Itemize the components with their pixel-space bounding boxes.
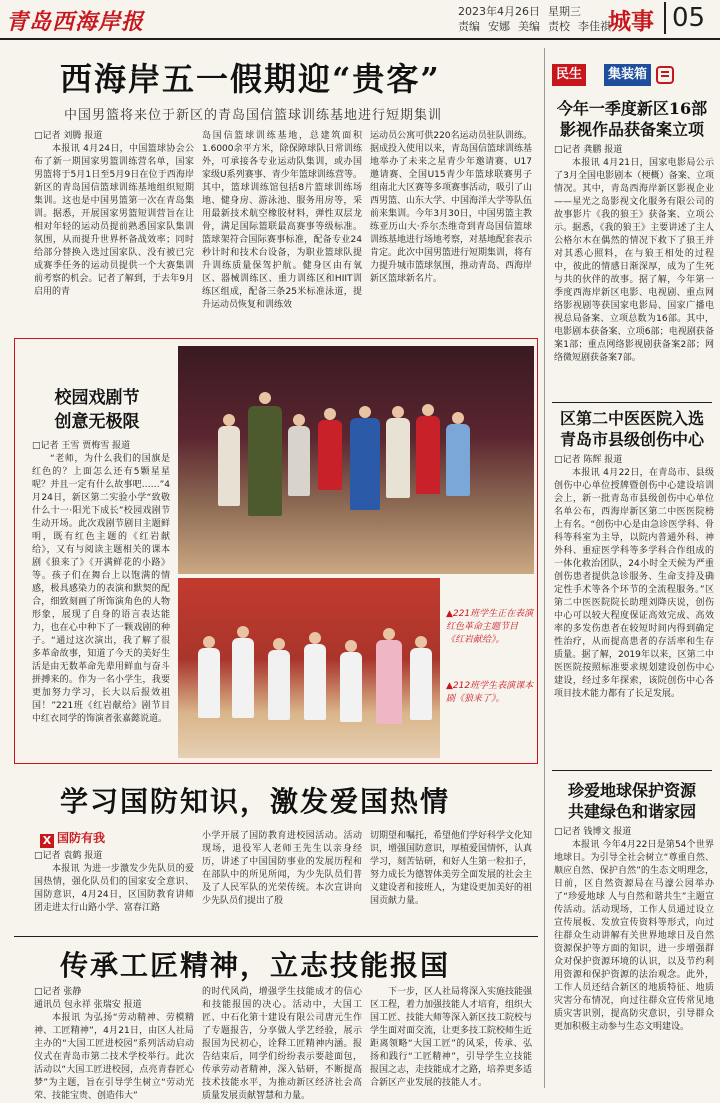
craft-text-3: 下一步，区人社局将深入实施技能强区工程，着力加强技能人才培育，组织大国工匠、技能大师等深入新区技工院校与学生面对面交流，让更多技工院校师生近距离领略“大国工匠”的风采，传承、弘扬和践行“工匠精神”，引导学生立技能报国之志，走技能成才之路，培养更多适合新区产业发展的技能人才。 bbox=[370, 987, 533, 1088]
craft-headline: 传承工匠精神，立志技能报国 bbox=[60, 949, 451, 982]
defense-column-1 bbox=[34, 850, 194, 930]
film-title bbox=[552, 98, 712, 140]
drama-text-block bbox=[32, 440, 170, 758]
main-text-1: 本报讯 4月24日，中国篮球协会公布了新一期国家男篮训练营名单，国家男篮将于5月1日至5月9日在位于西海岸新区的青岛国信篮球训练基地组织短期集训。这也是中国男篮第一次在青岛集训。据悉，开展国家男篮短训营旨在让相对年轻的运动员提前熟悉国家队集训氛围，从而提升世界杯备战效率；同时给部分替换入选过国家队、没有被已完成赛季任务的运动员提供一个大赛集训前考察的机会。记者了解到，于去年9月启用的青 bbox=[34, 144, 194, 297]
hospital-text-block bbox=[554, 454, 714, 764]
right-rule-2 bbox=[552, 770, 712, 771]
earth-text-block bbox=[554, 826, 714, 1090]
drama-title-line1: 校园戏剧节 bbox=[54, 388, 140, 408]
defense-text-3: 切期望和嘱托，希望他们学好科学文化知识，增强国防意识，厚植爱国情怀，认真学习，刻苦钻研，和好人生第一粒扣子，努力成长为德智体美劳全面发展的社会主义建设者和接班人，为建设更加美好的祖国贡献力量。 bbox=[370, 831, 533, 906]
newspaper-logo: 青岛西海岸报 bbox=[6, 9, 145, 35]
hospital-title bbox=[552, 408, 712, 450]
editor-name: 安娜 bbox=[488, 20, 510, 33]
earth-title bbox=[552, 780, 712, 822]
defense-text-1: 本报讯 为进一步激发少先队员的爱国热情，强化队员们的国家安全意识、国防意识，4月24日，区国防教育讲师团走进太行山路小学、富春江路 bbox=[34, 864, 194, 913]
film-title-line2: 影视作品获备案立项 bbox=[559, 120, 704, 139]
drama-title bbox=[22, 386, 172, 434]
earth-byline: □记者 钱博文 报道 bbox=[554, 827, 632, 837]
defense-column-2 bbox=[202, 830, 362, 930]
earth-text: 本报讯 今年4月22日是第54个世界地球日。为引导全社会树立“尊重自然、顺应自然、保护自然”的生态文明理念，日前，区自然资源局在马濠公园举办了“珍爱地球 人与自然和谐共生”主题宣传活动。活动现场，工作人员通过设立宣传展板、发放宣传资料等形式，向过往群众生动讲解有关世界地球日及自然资源保护等方面的知识，进一步增强群众对保护资源环境的认识，以及节约利用资源和保护资源的法治观念。此外，工作人员还结合新区的地质特征、地质灾害分布情况，向过往群众宣传常见地质灾害识别，提高防灾意识，引导群众更加积极主动参与生态文明建设。 bbox=[554, 840, 714, 1032]
defense-tag bbox=[40, 829, 105, 847]
film-title-line1: 今年一季度新区16部 bbox=[556, 99, 708, 118]
right-column-badge bbox=[552, 64, 672, 86]
proof-name: 李佳祺 bbox=[578, 20, 611, 33]
main-text-2: 岛国信篮球训练基地，总建筑面积1.6000余平方米，除保障球队日常训练外，可承接各专业运动队集训，或办国家级U系列赛事、青少年篮球训练营等。其中，篮球训练馆包括8片篮球训练场地、健身房、游泳池、服务用房等，采用最新技术航空橡胶材料，弹性双层龙骨，满足国际篮联最高赛事等级标准。篮球架符合国际赛事标准，配备专业24秒计时和技术台设备，为职业篮球队提升训练质量保驾护航。健身区由有氧区、器械训练区、重力训练区和HIIT训练区组成，配备三条25米标准泳道，提升运动员恢复和训练效 bbox=[202, 131, 362, 310]
earth-title-line1: 珍爱地球保护资源 bbox=[567, 781, 696, 800]
badge-minsheng: 民生 bbox=[552, 64, 586, 86]
main-text-3: 运动员公寓可供220名运动员驻队训练。据成投入使用以来，青岛国信篮球训练基地举办了未来之星青少年邀请赛、U17邀请赛、全国U15青少年篮球联赛男子组南北大区赛等多项赛事活动，吸引了山西男篮、山东大学、中国海洋大学等队伍前来集训。今年3月30日，中国男篮主教练亚历山大·乔尔杰维奇到青岛国信篮球训练基地进行场地考察，对基地配套表示肯定。此次中国男篮进行短期集训，将有力提升城市篮球氛围，推动青岛、西海岸新区篮球新名片。 bbox=[370, 131, 533, 284]
drama-byline: □记者 王雪 贾梅雪 报道 bbox=[32, 441, 131, 451]
main-subhead: 中国男篮将来位于新区的青岛国信篮球训练基地进行短期集训 bbox=[64, 108, 443, 123]
craft-column-1 bbox=[34, 986, 194, 1101]
defense-headline: 学习国防知识，激发爱国热情 bbox=[60, 785, 451, 818]
column-divider bbox=[544, 48, 545, 1088]
right-rule-1 bbox=[552, 402, 712, 403]
defense-text-2: 小学开展了国防教育进校园活动。活动现场，退役军人老师王先生以亲身经历，讲述了中国国防事业的发展历程和在部队中的所见所闻，为少先队员们普及了人民军队的光荣传统。本次宣讲向少先队员们提出了殷 bbox=[202, 831, 362, 906]
craft-byline-2: 通讯员 包永祥 张瑞安 报道 bbox=[34, 1000, 142, 1010]
tag-x-icon: X bbox=[40, 834, 54, 848]
issue-weekday: 星期三 bbox=[548, 5, 581, 18]
craft-byline-1: □记者 张静 bbox=[34, 987, 82, 997]
hospital-title-line1: 区第二中医医院入选 bbox=[559, 409, 704, 428]
drama-text: “老师，为什么我们的国旗是红色的？上面怎么还有5颗星星呢？并且一定有什么故事吧……”4月24日，新区第二实验小学“致敬什么十一·阳光下成长”校园戏剧节生动开场。此次戏剧节剧目主题鲜明，既有红色主题的《红岩献给》，又有与阅读主题相关的课本剧《狼来了》《开满鲜花的小路》等。孩子们在舞台上以饱满的情感，极具感染力的表演和默契的配合，细致刻画了所饰演角色的人物形象，展现了自身的语言表达能力，也在心中种下了一颗戏剧的种子。“通过这次演出，我了解了很多革命故事，知道了今天的美好生活是由无数革命先辈用鲜血与奋斗拼搏来的。作为一名小学生，我要更加努力学习，长大以后报效祖国！”221班《红岩献给》剧节目中红衣同学的饰演者张嘉懿说道。 bbox=[32, 454, 170, 724]
film-text: 本报讯 4月21日，国家电影局公示了3月全国电影剧本（梗概）备案、立项情况。其中，青岛西海岸新区影视企业——星光之岛影视文化服务有限公司的故事影片《我的狼王》获备案、立项公示。据悉，《我的狼王》主要讲述了主人公格尔木在偶然的情况下救下了狼王并对其悉心照料，在与狼王相处的过程中，彼此的情感日渐深厚，成为了生死与共的伙伴的故事。据了解，今年第一季度西海岸新区电影、电视剧、重点网络影视剧等获国家电影局、国家广播电视总局备案、立项总数为16部。其中，电影剧本获备案、立项6部；电视剧获备案1部；重点网络影视剧获备案2部；网络微短剧获备案7部。 bbox=[554, 158, 714, 363]
art-editor-label: 美编 bbox=[518, 20, 540, 33]
craft-column-2 bbox=[202, 986, 362, 1101]
drama-photo-1 bbox=[178, 346, 534, 574]
hospital-byline: □记者 陈辉 报道 bbox=[554, 455, 623, 465]
main-column-3 bbox=[370, 130, 532, 330]
drama-photo-2 bbox=[178, 578, 440, 758]
main-column-1 bbox=[34, 130, 194, 330]
page-number: 05 bbox=[664, 2, 716, 34]
issue-date: 2023年4月26日 bbox=[458, 5, 540, 18]
main-headline: 西海岸五一假期迎“贵客” bbox=[60, 60, 441, 98]
section-name: 城事 bbox=[608, 8, 654, 35]
defense-byline: □记者 袁鹤 报道 bbox=[34, 851, 103, 861]
masthead-info bbox=[458, 4, 619, 34]
film-text-block bbox=[554, 144, 714, 396]
film-byline: □记者 龚鹏 报道 bbox=[554, 145, 623, 155]
editor-label: 责编 bbox=[458, 20, 480, 33]
badge-chat-icon bbox=[656, 66, 674, 84]
proof-label: 责校 bbox=[548, 20, 570, 33]
defense-column-3 bbox=[370, 830, 532, 930]
craft-text-2: 的时代风尚，增强学生技能成才的信心和技能报国的决心。活动中，大国工匠、中石化第十建设有限公司唐元生作了专题报告，分享做人学艺经验，展示报国为民初心，诠释工匠精神内涵。报告结束后，同学们纷纷表示要趁面包，传承劳动者精神，深入钻研，不断提高技术技能水平，为推动新区经济社会高质量发展贡献智慧和力量。 bbox=[202, 987, 362, 1101]
craft-column-3 bbox=[370, 986, 532, 1090]
main-column-2 bbox=[202, 130, 362, 330]
defense-tag-label: 国防有我 bbox=[57, 831, 106, 845]
masthead bbox=[0, 0, 720, 40]
craft-text-1: 本报讯 为弘扬“劳动精神、劳模精神、工匠精神”，4月21日，由区人社局主办的“大国工匠进校园”系列活动启动仪式在青岛市第二技术学校举行。此次活动以“大国工匠进校园，点亮青春匠心梦”为主题，旨在引导学生树立“劳动光荣、技能宝贵、创造伟大” bbox=[34, 1013, 194, 1101]
drama-title-line2: 创意无极限 bbox=[54, 412, 140, 432]
drama-caption-1: ▲221班学生正在表演红色革命主题节目《红岩献给》。 bbox=[446, 609, 534, 645]
hospital-title-line2: 青岛市县级创伤中心 bbox=[559, 430, 704, 449]
hospital-text: 本报讯 4月22日，在青岛市、县级创伤中心单位授牌暨创伤中心建设培训会上，新一批青岛市县级创伤中心单位名单公布，西海岸新区第二中医医院榜上有名。“创伤中心是由急诊医学科、骨科等科室为主导，以院内普通外科、神外科、重症医学科等多学科合作组成的一体化救治团队，24小时全天候为严重创伤患者提供急诊服务、生命支持及确定性手术等各个环节的全流程服务。”区第二中医医院院长助理刘降庆说，创伤中心可以较大程度保证高效完成、高效率的多发伤患者在较短时间内得到确定性治疗，从而提高患者的存活率和生存质量。据了解，2019年以来，区第二中医医院按照标准要求规划建设创伤中心建设，经过多年探索，该院创伤中心各项目技术能力都有了长足发展。 bbox=[554, 468, 714, 699]
section-rule bbox=[14, 936, 538, 937]
badge-container: 集装箱 bbox=[604, 64, 651, 86]
main-byline: □记者 刘腾 报道 bbox=[34, 131, 103, 141]
drama-caption-2: ▲212班学生表演课本剧《狼来了》。 bbox=[446, 681, 534, 704]
earth-title-line2: 共建绿色和谐家园 bbox=[567, 802, 696, 821]
